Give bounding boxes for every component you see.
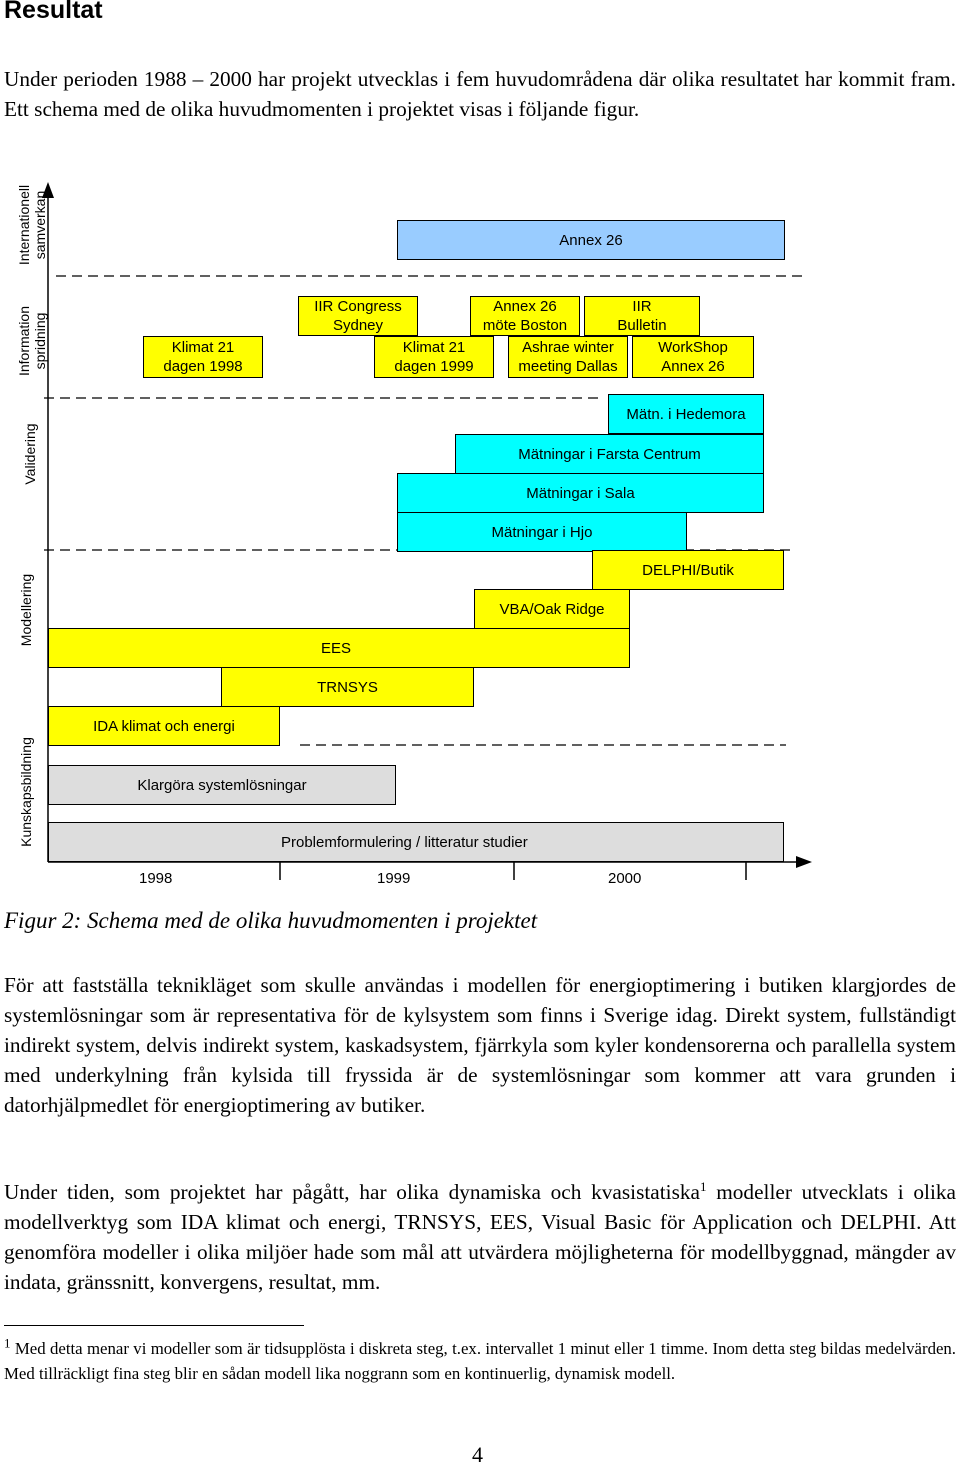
box-hedemora: Mätn. i Hedemora: [608, 394, 764, 434]
box-ashrae: [508, 336, 628, 378]
axis-label-info: [16, 281, 50, 401]
box-hjo: Mätningar i Hjo: [397, 512, 687, 552]
axis-label-kunskap: Kunskapsbildning: [18, 737, 34, 847]
box-klimat-1998: [143, 336, 263, 378]
box-iir-bulletin-line2: Bulletin: [617, 317, 667, 334]
axis-label-info-line2: spridning: [32, 312, 48, 370]
box-klimat-1998-line1: Klimat 21: [171, 339, 235, 356]
box-problem-label: Problemformulering / litteratur studier: [281, 833, 528, 851]
axis-label-intl-line2: samverkan: [32, 190, 48, 260]
box-klargora: Klargöra systemlösningar: [48, 765, 396, 805]
axis-label-intl: [16, 165, 50, 285]
page-heading: Resultat: [4, 0, 103, 24]
box-iir-bulletin: [584, 296, 700, 336]
year-1999: 1999: [377, 870, 411, 887]
box-ashrae-line2: meeting Dallas: [518, 358, 618, 375]
footnote: [4, 1336, 956, 1386]
axis-label-intl-line1: Internationell: [16, 184, 32, 266]
page-number: 4: [472, 1442, 483, 1467]
footnote-number: 1: [4, 1335, 11, 1351]
project-schema-diagram: [0, 178, 960, 898]
body-paragraph-2-end: modeller utvecklats i olika modellverktyg som IDA klimat och energi, TRNSYS, EES, Visual Basic för Application och DELPHI. Att genomföra modeller i olika miljöer hade som mål att utvärdera möjligheterna för modellbyggnad, mängder av indata, gränssnitt, konvergens, resultat, mm.: [4, 1180, 956, 1294]
figure-caption: Figur 2: Schema med de olika huvudmomenten i projektet: [4, 908, 538, 933]
box-iir-congress-line2: Sydney: [332, 317, 384, 334]
box-delphi: DELPHI/Butik: [592, 550, 784, 590]
year-1998: 1998: [139, 870, 173, 887]
axis-label-info-line1: Information: [16, 305, 32, 377]
box-annex26: Annex 26: [397, 220, 785, 260]
footnote-separator: [4, 1325, 304, 1326]
box-ashrae-line1: Ashrae winter: [522, 339, 614, 356]
box-iir-congress-line1: IIR Congress: [314, 298, 402, 315]
body-paragraph-2-start: Under tiden, som projektet har pågått, har olika dynamiska och kvasistatiska: [4, 1180, 700, 1204]
horizontal-axis-arrow: [796, 856, 812, 868]
box-klimat-1998-line2: dagen 1998: [163, 358, 243, 375]
box-trnsys: TRNSYS: [221, 667, 474, 707]
box-annex-boston: [470, 296, 580, 336]
axis-label-modellering: Modellering: [18, 573, 34, 647]
footnote-reference: 1: [699, 1178, 707, 1194]
box-klimat-1999: [374, 336, 494, 378]
body-paragraph-2: [4, 1177, 956, 1297]
year-2000: 2000: [608, 870, 642, 887]
body-paragraph-1: För att fastställa teknikläget som skulle användas i modellen för energioptimering i butiken klargjordes de systemlösningar som är representativa för de kylsystem som finns i Sverige idag. Direkt system, fullständigt indirekt system, delvis indirekt system, kaskadsystem, fjärrkyla som kyler kondensorerna och parallella system med underkylning från kylsida till fryssida är de systemlösningar som kommer att vara grunden i datorhjälpmedlet för energioptimering av butiker.: [4, 973, 956, 1117]
axis-label-validering: Validering: [22, 423, 38, 485]
box-farsta: Mätningar i Farsta Centrum: [455, 434, 764, 474]
box-iir-congress: [298, 296, 418, 336]
intro-paragraph: Under perioden 1988 – 2000 har projekt utvecklas i fem huvudområdena där olika resultatet har kommit fram. Ett schema med de olika huvudmomenten i projektet visas i följande figur.: [4, 67, 956, 121]
box-annex-boston-line1: Annex 26: [493, 298, 557, 315]
box-klimat-1999-line1: Klimat 21: [402, 339, 466, 356]
box-iir-bulletin-line1: IIR: [632, 298, 652, 315]
box-workshop-line2: Annex 26: [661, 358, 725, 375]
footnote-text: Med detta menar vi modeller som är tidsupplösta i diskreta steg, t.ex. intervallet 1 minut eller 1 timme. Inom detta steg bildas medelvärden. Med tillräckligt fina steg blir en sådan modell lika noggrann som en kontinuerlig, dynamisk modell.: [4, 1339, 956, 1383]
box-sala: Mätningar i Sala: [397, 473, 764, 513]
box-vba: VBA/Oak Ridge: [474, 589, 630, 629]
box-ida: IDA klimat och energi: [48, 706, 280, 746]
box-ees-label: EES: [321, 639, 352, 657]
box-annex-boston-line2: möte Boston: [482, 317, 568, 334]
box-workshop-line1: WorkShop: [658, 339, 728, 356]
box-workshop: [632, 336, 754, 378]
box-ees: [48, 628, 630, 668]
box-problem: [48, 822, 784, 862]
box-klimat-1999-line2: dagen 1999: [394, 358, 474, 375]
